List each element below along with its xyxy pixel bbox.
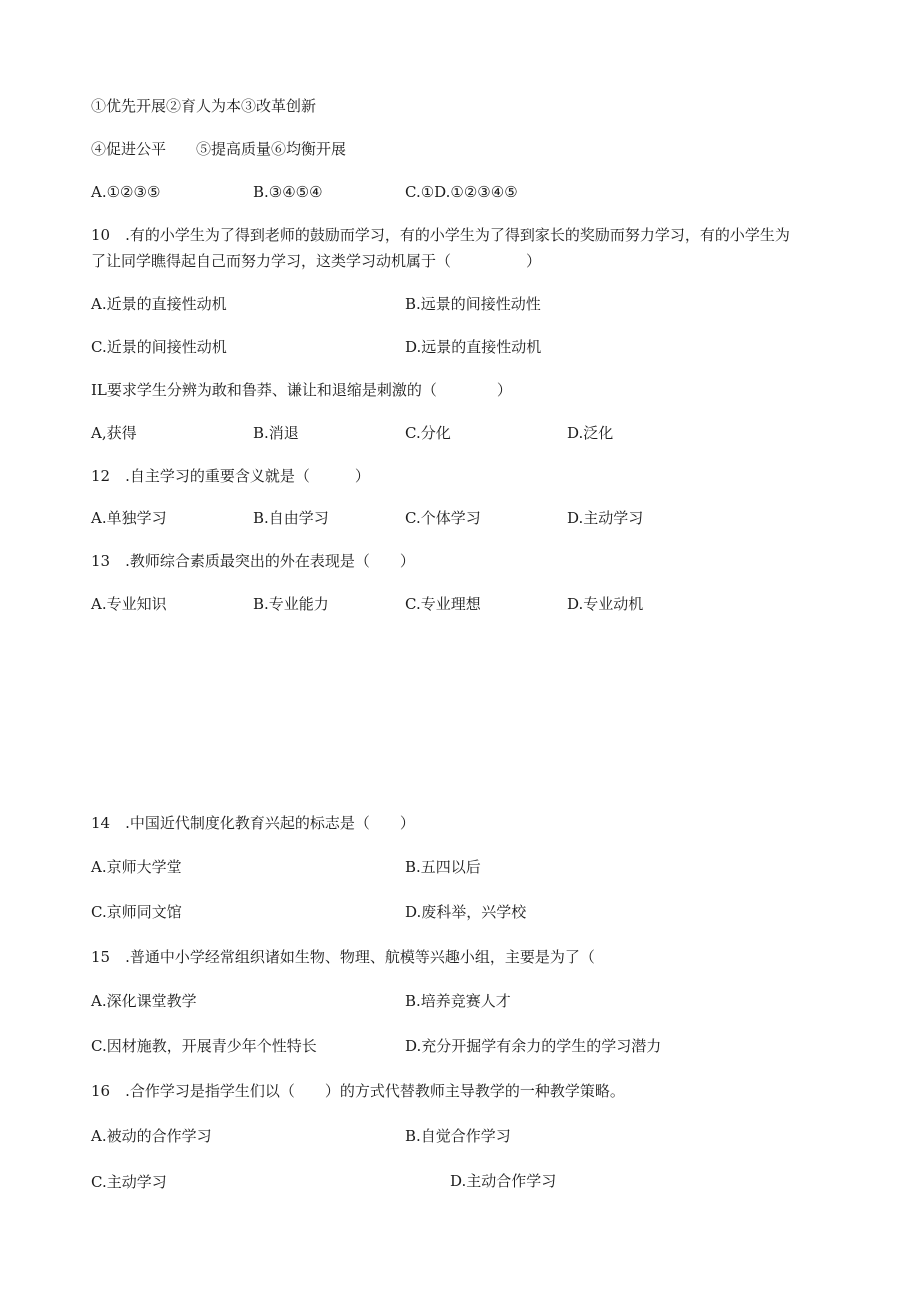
q9-option-b: B.③④⑤④ [253, 183, 323, 201]
q10-option-d: D.远景的直接性动机 [405, 338, 542, 356]
q16-option-d: D.主动合作学习 [450, 1172, 557, 1190]
q10-stem-line-1: 10 .有的小学生为了得到老师的鼓励而学习，有的小学生为了得到家长的奖励而努力学习，有的小学生为 [91, 226, 790, 244]
q13-option-d: D.专业动机 [567, 595, 644, 613]
q10-option-b: B.远景的间接性动性 [405, 295, 541, 313]
q12-option-b: B.自由学习 [253, 509, 329, 527]
q14-stem: 14 .中国近代制度化教育兴起的标志是（ ） [91, 814, 415, 832]
q14-option-c: C.京师同文馆 [91, 903, 182, 921]
q12-stem: 12 .自主学习的重要含义就是（ ） [91, 467, 370, 485]
q10-stem-line-2: 了让同学瞧得起自己而努力学习，这类学习动机属于（ ） [91, 252, 542, 270]
q9-option-a: A.①②③⑤ [91, 183, 161, 201]
q14-option-b: B.五四以后 [405, 858, 481, 876]
q15-option-b: B.培养竞赛人才 [405, 992, 511, 1010]
q15-option-a: A.深化课堂教学 [91, 992, 197, 1010]
q16-stem: 16 .合作学习是指学生们以（ ）的方式代替教师主导教学的一种教学策略。 [91, 1082, 625, 1100]
q9-line-2: ④促进公平 ⑤提高质量⑥均衡开展 [91, 140, 347, 158]
q10-option-c: C.近景的间接性动机 [91, 338, 227, 356]
q15-option-c: C.因材施教，开展青少年个性特长 [91, 1037, 317, 1055]
q12-option-c: C.个体学习 [405, 509, 481, 527]
q16-option-b: B.自觉合作学习 [405, 1127, 511, 1145]
q12-option-a: A.单独学习 [91, 509, 167, 527]
q13-option-c: C.专业理想 [405, 595, 481, 613]
q11-option-a: A,获得 [91, 424, 137, 442]
q13-stem: 13 .教师综合素质最突出的外在表现是（ ） [91, 552, 415, 570]
q15-option-d: D.充分开掘学有余力的学生的学习潜力 [405, 1037, 662, 1055]
q10-option-a: A.近景的直接性动机 [91, 295, 227, 313]
q11-option-c: C.分化 [405, 424, 451, 442]
q14-option-a: A.京师大学堂 [91, 858, 182, 876]
q11-stem: IL要求学生分辨为敢和鲁莽、谦让和退缩是刺激的（ ） [91, 381, 512, 399]
q16-option-c: C.主动学习 [91, 1173, 167, 1191]
q12-option-d: D.主动学习 [567, 509, 644, 527]
q13-option-a: A.专业知识 [91, 595, 167, 613]
q16-option-a: A.被动的合作学习 [91, 1127, 212, 1145]
q14-option-d: D.废科举，兴学校 [405, 903, 527, 921]
q9-line-1: ①优先开展②育人为本③改革创新 [91, 97, 317, 115]
q9-option-cd: C.①D.①②③④⑤ [405, 183, 518, 201]
q11-option-d: D.泛化 [567, 424, 614, 442]
q15-stem: 15 .普通中小学经常组织诸如生物、物理、航模等兴趣小组，主要是为了（ [91, 948, 595, 966]
q13-option-b: B.专业能力 [253, 595, 329, 613]
q11-option-b: B.消退 [253, 424, 299, 442]
